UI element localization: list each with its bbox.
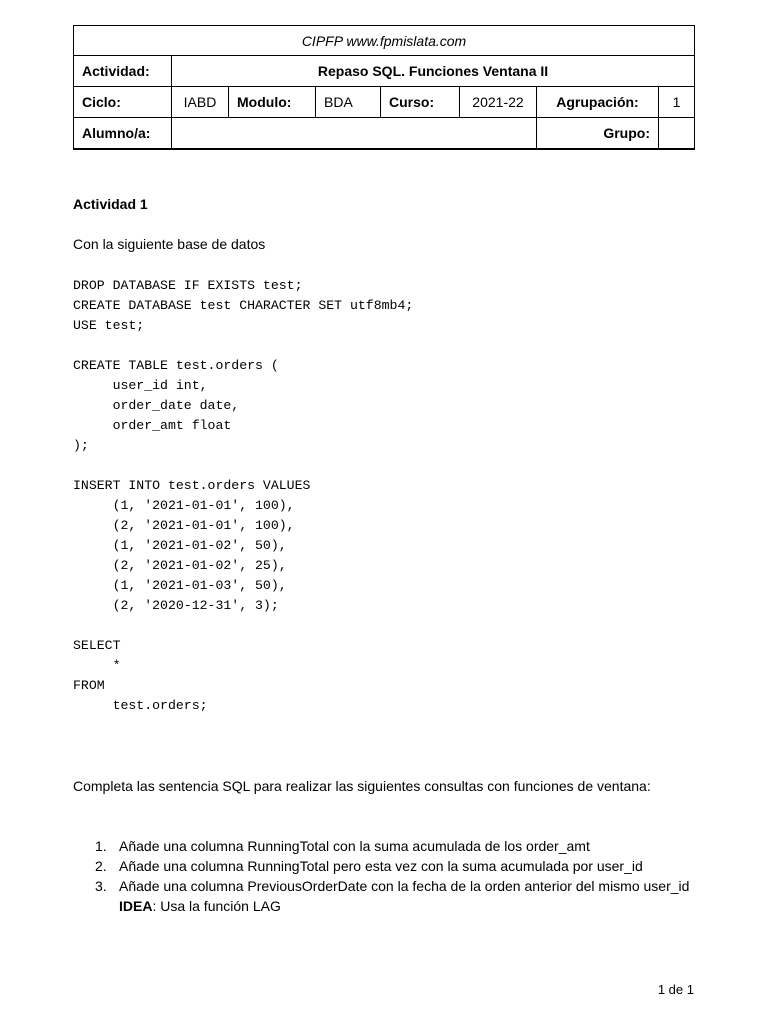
curso-label: Curso: xyxy=(381,87,460,118)
alumno-value[interactable] xyxy=(172,118,537,150)
curso-value: 2021-22 xyxy=(460,87,537,118)
grupo-value[interactable] xyxy=(659,118,695,150)
list-item-text: Añade una columna PreviousOrderDate con la fecha de la orden anterior del mismo user_id xyxy=(119,878,690,894)
list-item-text: Añade una columna RunningTotal pero esta vez con la suma acumulada por user_id xyxy=(119,858,643,874)
activity-heading: Actividad 1 xyxy=(73,196,148,212)
page-number: 1 de 1 xyxy=(657,982,694,997)
agrupacion-value: 1 xyxy=(659,87,695,118)
instructions-text: Completa las sentencia SQL para realizar las siguientes consultas con funciones de ventana: xyxy=(73,778,651,794)
list-item xyxy=(73,836,698,856)
agrupacion-label: Agrupación: xyxy=(537,87,659,118)
modulo-label: Modulo: xyxy=(229,87,316,118)
ciclo-label: Ciclo: xyxy=(74,87,172,118)
intro-text: Con la siguiente base de datos xyxy=(73,236,266,252)
list-item-number: 3. xyxy=(95,878,107,894)
header-table xyxy=(73,25,695,150)
actividad-label: Actividad: xyxy=(74,56,172,87)
code-block-insert: INSERT INTO test.orders VALUES (1, '2021-01-01', 100), (2, '2021-01-01', 100), (1, '2021-01-02', 50), (2, '2021-01-02', 25), (1, '2021-01-03', 50), (2, '2020-12-31', 3); xyxy=(73,478,311,613)
ciclo-value: IABD xyxy=(172,87,229,118)
list-item xyxy=(73,876,698,916)
list-item xyxy=(73,856,698,876)
list-item-text: Añade una columna RunningTotal con la suma acumulada de los order_amt xyxy=(119,838,590,854)
list-item-number: 1. xyxy=(95,838,107,854)
alumno-label: Alumno/a: xyxy=(74,118,172,150)
code-block-create-table: CREATE TABLE test.orders ( user_id int, order_date date, order_amt float ); xyxy=(73,358,279,453)
school-name: CIPFP www.fpmislata.com xyxy=(74,26,695,56)
code-block-drop-create: DROP DATABASE IF EXISTS test; CREATE DATABASE test CHARACTER SET utf8mb4; USE test; xyxy=(73,278,414,333)
list-item-number: 2. xyxy=(95,858,107,874)
grupo-label: Grupo: xyxy=(537,118,659,150)
actividad-value: Repaso SQL. Funciones Ventana II xyxy=(172,56,695,87)
idea-text: : Usa la función LAG xyxy=(152,898,281,914)
modulo-value: BDA xyxy=(316,87,381,118)
idea-label: IDEA xyxy=(119,898,153,914)
task-list xyxy=(73,836,698,916)
code-block-select: SELECT * FROM test.orders; xyxy=(73,638,208,713)
